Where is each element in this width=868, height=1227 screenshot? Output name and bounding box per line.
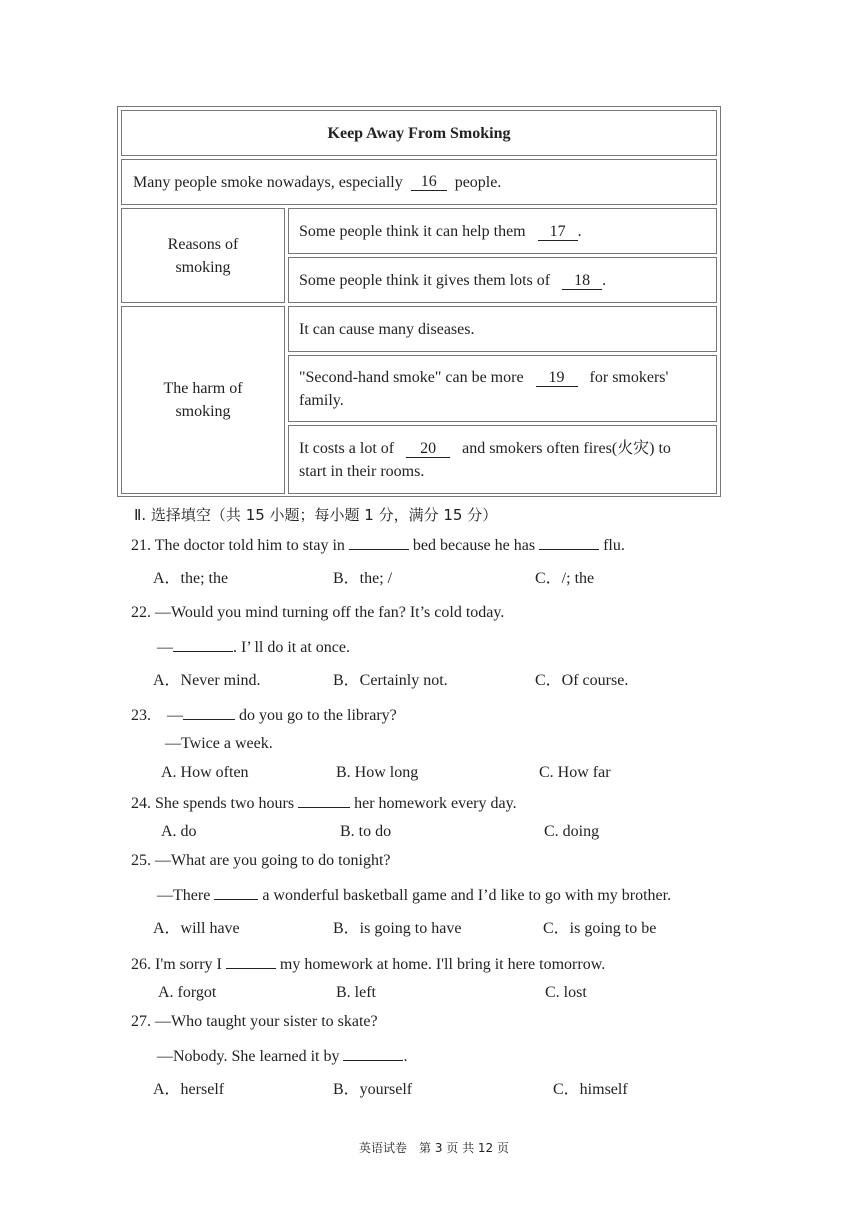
reasons-label: Reasons of smoking: [167, 235, 239, 276]
q24-option-a[interactable]: A. do: [161, 823, 197, 840]
q21-option-c[interactable]: C．/; the: [535, 570, 595, 587]
reasons-row-2-end: .: [602, 271, 607, 289]
q23-option-c[interactable]: C. How far: [539, 764, 611, 781]
q26-option-a[interactable]: A. forgot: [158, 984, 217, 1001]
q21-text: 21. The doctor told him to stay in: [131, 537, 345, 554]
q22-blank: [173, 637, 233, 652]
blank-19: 19: [536, 369, 578, 387]
q21-option-a[interactable]: A．the; the: [153, 570, 229, 587]
q23-option-b[interactable]: B. How long: [336, 764, 419, 781]
q21-text-3: flu.: [603, 537, 625, 554]
question-22: 22. —Would you mind turning off the fan? It’s cold today.: [131, 604, 505, 621]
harm-row-3: [288, 425, 717, 494]
q22-option-c[interactable]: C．Of course.: [535, 672, 629, 689]
reasons-row-2-text: Some people think it gives them lots of: [299, 271, 551, 289]
question-26: [131, 954, 605, 975]
q26-option-c[interactable]: C. lost: [545, 984, 587, 1001]
question-25: 25. —What are you going to do tonight?: [131, 852, 391, 869]
q25-blank: [214, 885, 258, 900]
q27-reply-text: —Nobody. She learned it by: [157, 1048, 340, 1065]
q23-option-a[interactable]: A. How often: [161, 764, 249, 781]
q26-text: 26. I'm sorry I: [131, 956, 222, 973]
q24-option-c[interactable]: C. doing: [544, 823, 600, 840]
blank-16: 16: [411, 173, 447, 191]
question-27: 27. —Who taught your sister to skate?: [131, 1013, 378, 1030]
blank-18: 18: [562, 272, 602, 290]
question-24: [131, 793, 517, 814]
q23-number: 23.: [131, 707, 151, 724]
table-intro-row: [121, 159, 717, 205]
q25-reply-text: —There: [157, 887, 211, 904]
q22-reply-dash: —: [157, 639, 173, 656]
q25-option-c[interactable]: C．is going to be: [543, 920, 657, 937]
q27-reply: [157, 1046, 407, 1067]
harm-row-2-text: "Second-hand smoke" can be more: [299, 368, 524, 386]
reasons-row-1-text: Some people think it can help them: [299, 222, 526, 240]
harm-row-1-text: It can cause many diseases.: [299, 320, 475, 338]
q23-dash: —: [167, 707, 183, 724]
q22-option-a[interactable]: A．Never mind.: [153, 672, 261, 689]
section-heading: Ⅱ. 选择填空（共 15 小题；每小题 1 分，满分 15 分）: [134, 506, 498, 524]
blank-17: 17: [538, 223, 578, 241]
q25-reply: [157, 885, 671, 906]
harm-row-1: [288, 306, 717, 352]
reasons-row-1: [288, 208, 717, 254]
q26-text-2: my homework at home. I'll bring it here tomorrow.: [279, 956, 606, 973]
q27-blank: [343, 1046, 403, 1061]
smoking-table: [117, 106, 721, 497]
harm-label: The harm of smoking: [163, 380, 243, 420]
q25-option-b[interactable]: B．is going to have: [333, 920, 462, 937]
q23-reply: —Twice a week.: [165, 735, 273, 752]
blank-20: 20: [406, 440, 450, 458]
reasons-row-2: [288, 257, 717, 303]
intro-text: Many people smoke nowadays, especially: [133, 173, 403, 191]
q21-option-b[interactable]: B．the; /: [333, 570, 393, 587]
q27-reply-end: .: [403, 1048, 408, 1065]
harm-row-3-text: It costs a lot of: [299, 439, 395, 457]
question-21: [131, 535, 625, 556]
q24-text: 24. She spends two hours: [131, 795, 295, 812]
q21-blank-2: [539, 535, 599, 550]
intro-text-after: people.: [454, 173, 502, 191]
q21-blank-1: [349, 535, 409, 550]
q26-option-b[interactable]: B. left: [336, 984, 376, 1001]
q22-reply: [157, 637, 350, 658]
q22-option-b[interactable]: B．Certainly not.: [333, 672, 448, 689]
q25-reply-text-2: a wonderful basketball game and I’d like to go with my brother.: [262, 887, 672, 904]
q24-blank: [298, 793, 350, 808]
page-footer: 英语试卷 第 3 页 共 12 页: [359, 1141, 509, 1155]
q23-blank: [183, 705, 235, 720]
table-title: [121, 110, 717, 156]
harm-row-2: [288, 355, 717, 422]
q22-reply-text: . I’ ll do it at once.: [233, 639, 350, 656]
q27-option-a[interactable]: A．herself: [153, 1081, 225, 1098]
q27-option-b[interactable]: B．yourself: [333, 1081, 413, 1098]
q27-option-c[interactable]: C．himself: [553, 1081, 628, 1098]
q24-option-b[interactable]: B. to do: [340, 823, 392, 840]
reasons-row-1-end: .: [577, 222, 582, 240]
q25-option-a[interactable]: A．will have: [153, 920, 240, 937]
q26-blank: [226, 954, 276, 969]
question-23: [131, 705, 397, 726]
q24-text-2: her homework every day.: [354, 795, 517, 812]
q23-text: do you go to the library?: [239, 707, 397, 724]
harm-label-cell: [121, 306, 285, 494]
harm-row-3-end: and smokers often fires(火灾) to start in their rooms.: [299, 439, 671, 480]
reasons-label-cell: [121, 208, 285, 303]
harm-row-2-end: for smokers' family.: [299, 368, 669, 409]
q21-text-2: bed because he has: [412, 537, 536, 554]
table-title-text: Keep Away From Smoking: [327, 124, 511, 142]
